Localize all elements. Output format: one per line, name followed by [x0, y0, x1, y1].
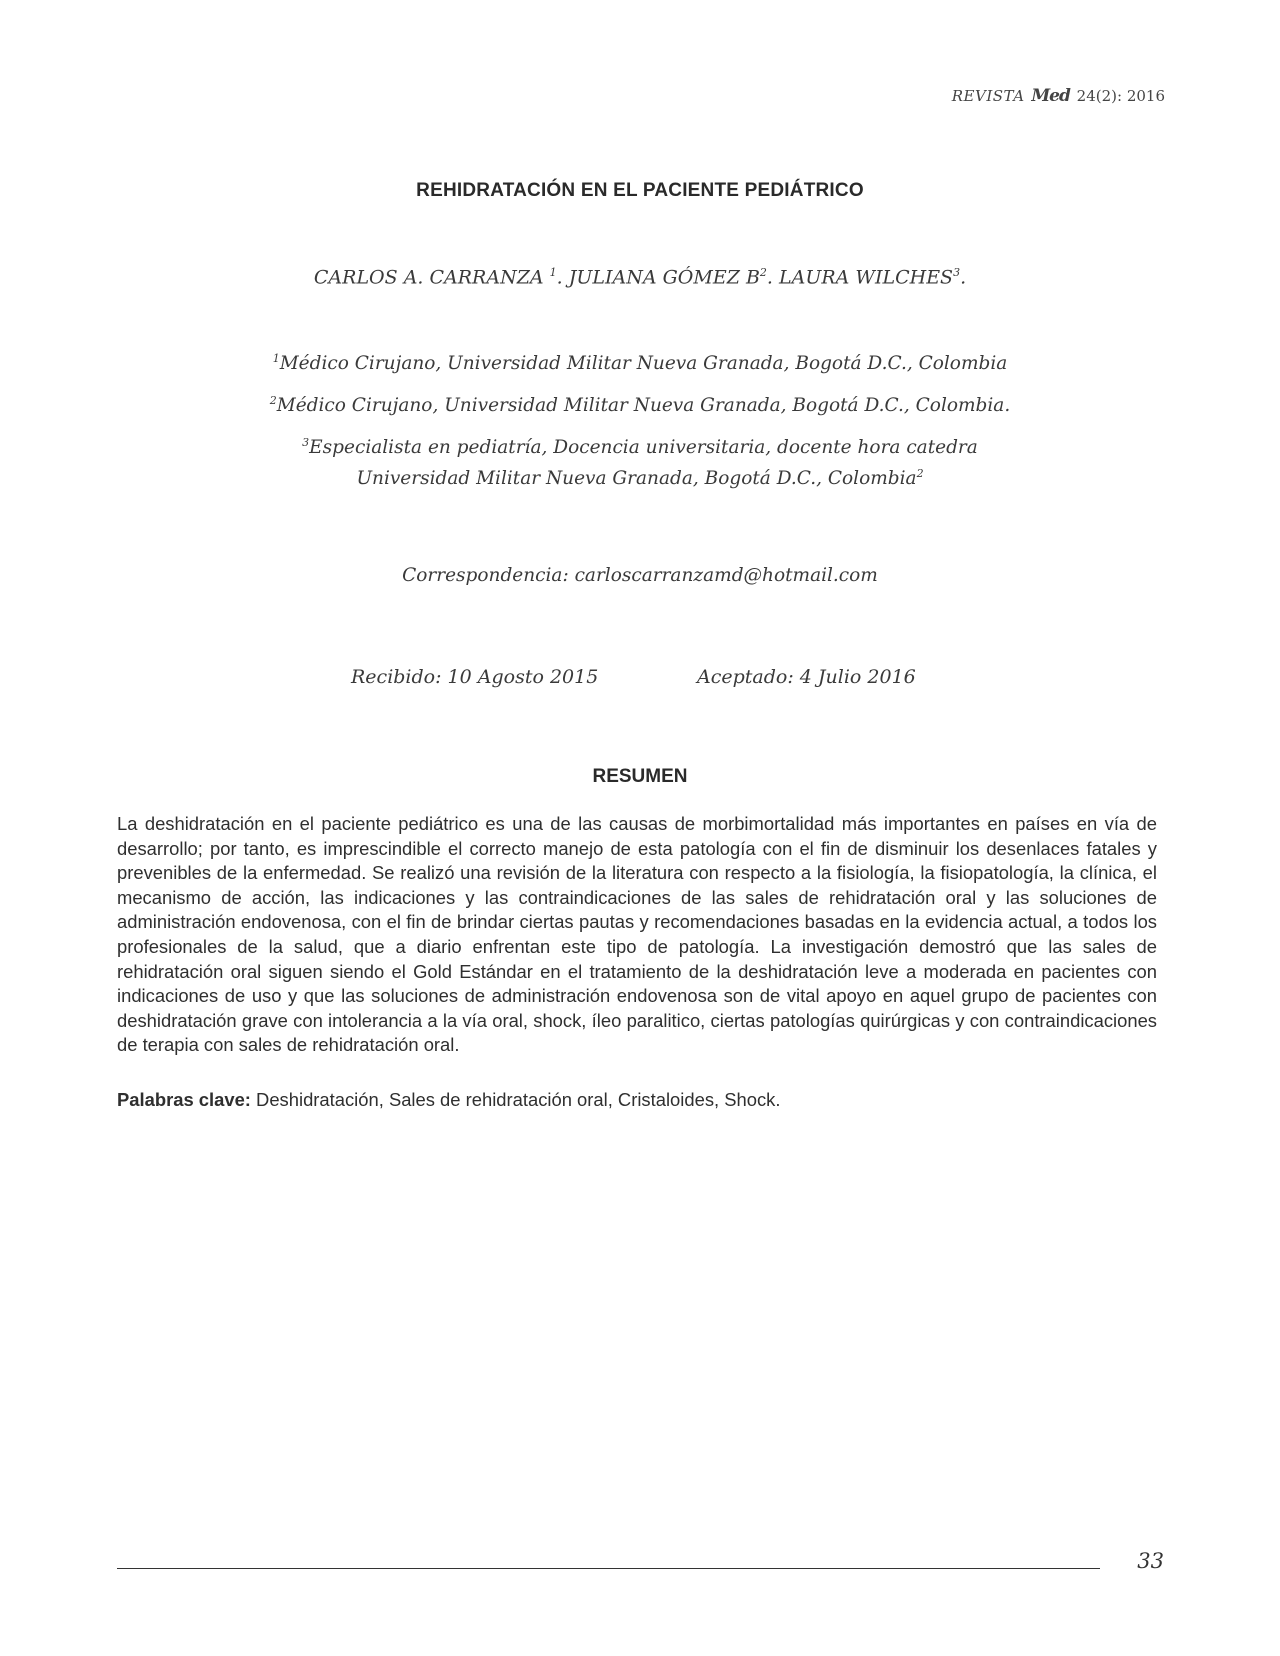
- journal-logo: Med: [1031, 86, 1070, 106]
- received-date: Recibido: 10 Agosto 2015: [351, 666, 599, 688]
- keywords-label: Palabras clave:: [117, 1089, 251, 1110]
- abstract-heading: RESUMEN: [592, 766, 688, 787]
- affiliation-mark: 2: [916, 467, 924, 481]
- correspondence: Correspondencia: carloscarranzamd@hotmail.com: [402, 565, 878, 586]
- affiliation-mark: 3: [302, 436, 310, 449]
- affiliation-mark: 1: [272, 352, 280, 365]
- affiliation-text-line2: Universidad Militar Nueva Granada, Bogotá D.C., Colombia: [356, 468, 917, 490]
- affiliation-3: [0, 430, 1280, 492]
- abstract-text: La deshidratación en el paciente pediátrico es una de las causas de morbimortalidad más importantes en países en vía de desarrollo; por tanto, es imprescindible el correcto manejo de esta patología con el fin de disminuir los desenlaces fatales y prevenibles de la enfermedad. Se realizó una revisión de la literatura con respecto a la fisiología, la fisiopatología, la clínica, el mecanismo de acción, las indicaciones y las contraindicaciones de las sales de rehidratación oral y las soluciones de administración endovenosa, con el fin de brindar ciertas pautas y recomendaciones basadas en la evidencia actual, a todos los profesionales de la salud, que a diario enfrentan este tipo de patología. La investigación demostró que las sales de rehidratación oral siguen siendo el Gold Estándar en el tratamiento de la deshidratación leve a moderada en pacientes con indicaciones de uso y que las soluciones de administración endovenosa son de vital apoyo en aquel grupo de pacientes con deshidratación grave con intolerancia a la vía oral, shock, íleo paralitico, ciertas patologías quirúrgicas y con contraindicaciones de terapia con sales de rehidratación oral.: [117, 813, 1157, 1056]
- affiliation-text: Médico Cirujano, Universidad Militar Nueva Granada, Bogotá D.C., Colombia.: [276, 395, 1011, 417]
- affiliation-2: [0, 388, 1280, 419]
- accepted-date: Aceptado: 4 Julio 2016: [697, 666, 916, 688]
- author-affiliation-mark: 3: [953, 266, 961, 279]
- author-list: [0, 266, 1280, 288]
- author-affiliation-mark: 1: [549, 266, 557, 279]
- keywords-list: Deshidratación, Sales de rehidratación oral, Cristaloides, Shock.: [250, 1089, 781, 1110]
- author-separator: .: [960, 266, 967, 289]
- author-separator: .: [556, 266, 569, 289]
- affiliation-mark: 2: [269, 394, 277, 407]
- author-affiliation-mark: 2: [759, 266, 767, 279]
- footer-rule: [117, 1568, 1100, 1569]
- keywords: [117, 1089, 1157, 1111]
- affiliation-text: Médico Cirujano, Universidad Militar Nueva Granada, Bogotá D.C., Colombia: [279, 353, 1008, 375]
- author-separator: .: [766, 266, 780, 289]
- article-title: REHIDRATACIÓN EN EL PACIENTE PEDIÁTRICO: [416, 180, 864, 201]
- running-header: [952, 86, 1165, 106]
- page-number: 33: [1137, 1549, 1164, 1573]
- affiliation-1: [0, 346, 1280, 377]
- journal-issue: 24(2): 2016: [1076, 87, 1165, 105]
- affiliation-text: Especialista en pediatría, Docencia universitaria, docente hora catedra: [309, 437, 978, 459]
- author-name: JULIANA GÓMEZ B: [568, 266, 760, 289]
- journal-name: REVISTA: [951, 87, 1025, 105]
- author-name: CARLOS A. CARRANZA: [313, 266, 550, 289]
- author-name: LAURA WILCHES: [779, 266, 954, 289]
